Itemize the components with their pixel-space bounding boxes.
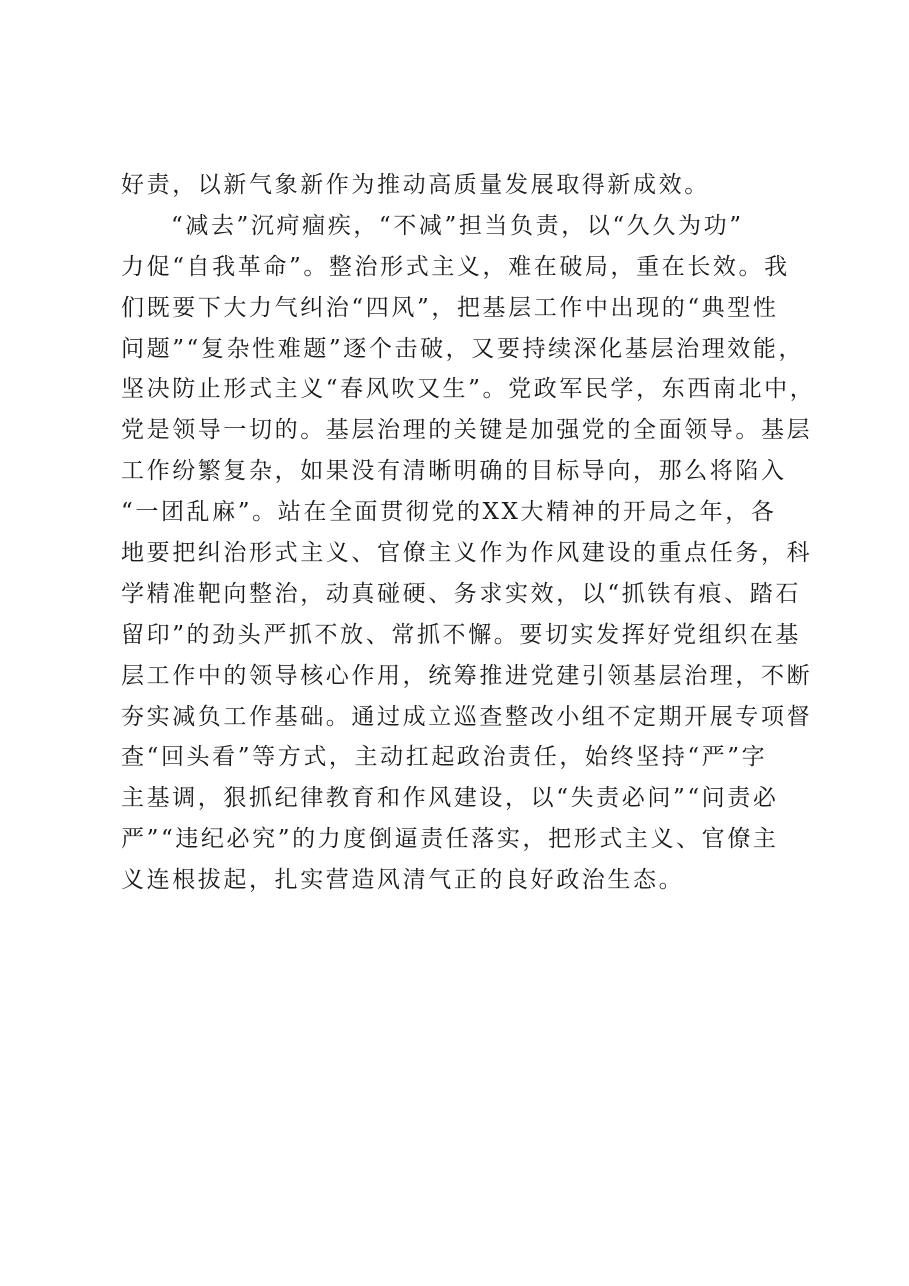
text-line: “一团乱麻”。站在全面贯彻党的XX大精神的开局之年，各: [121, 499, 777, 526]
text-line: 好责，以新气象新作为推动高质量发展取得新成效。: [121, 172, 710, 198]
body-text: [121, 165, 816, 901]
text-line: 坚决防止形式主义“春风吹又生”。党政军民学，东西南北中，: [121, 376, 816, 403]
text-line: 义连根拔起，扎实营造风清气正的良好政治生态。: [121, 867, 685, 894]
paragraph-first-line: “减去”沉疴痼疾，“不减”担当负责，以“久久为功”: [171, 212, 744, 239]
text-line: 地要把纠治形式主义、官僚主义作为作风建设的重点任务，科: [121, 540, 813, 567]
text-line: 夯实减负工作基础。通过成立巡查整改小组不定期开展专项督: [121, 703, 813, 730]
text-line: 问题”“复杂性难题”逐个击破，又要持续深化基层治理效能，: [121, 335, 805, 362]
text-line: 主基调，狠抓纪律教育和作风建设，以“失责必问”“问责必: [121, 785, 779, 812]
text-line: 工作纷繁复杂，如果没有清晰明确的目标导向，那么将陷入: [121, 458, 787, 485]
text-line: 层工作中的领导核心作用，统筹推进党建引领基层治理，不断: [121, 662, 813, 689]
text-line: 力促“自我革命”。整治形式主义，难在破局，重在长效。我: [121, 253, 790, 280]
text-line: 党是领导一切的。基层治理的关键是加强党的全面领导。基层: [121, 417, 813, 444]
text-line: 们既要下大力气纠治“四风”，把基层工作中出现的“典型性: [121, 294, 779, 321]
text-line: 留印”的劲头严抓不放、常抓不懈。要切实发挥好党组织在基: [121, 621, 801, 648]
text-line: 学精准靶向整治，动真碰硬、务求实效，以“抓铁有痕、踏石: [121, 580, 801, 607]
text-line: 查“回头看”等方式，主动扛起政治责任，始终坚持“严”字: [121, 744, 768, 771]
text-line: 严”“违纪必究”的力度倒逼责任落实，把形式主义、官僚主: [121, 826, 779, 853]
